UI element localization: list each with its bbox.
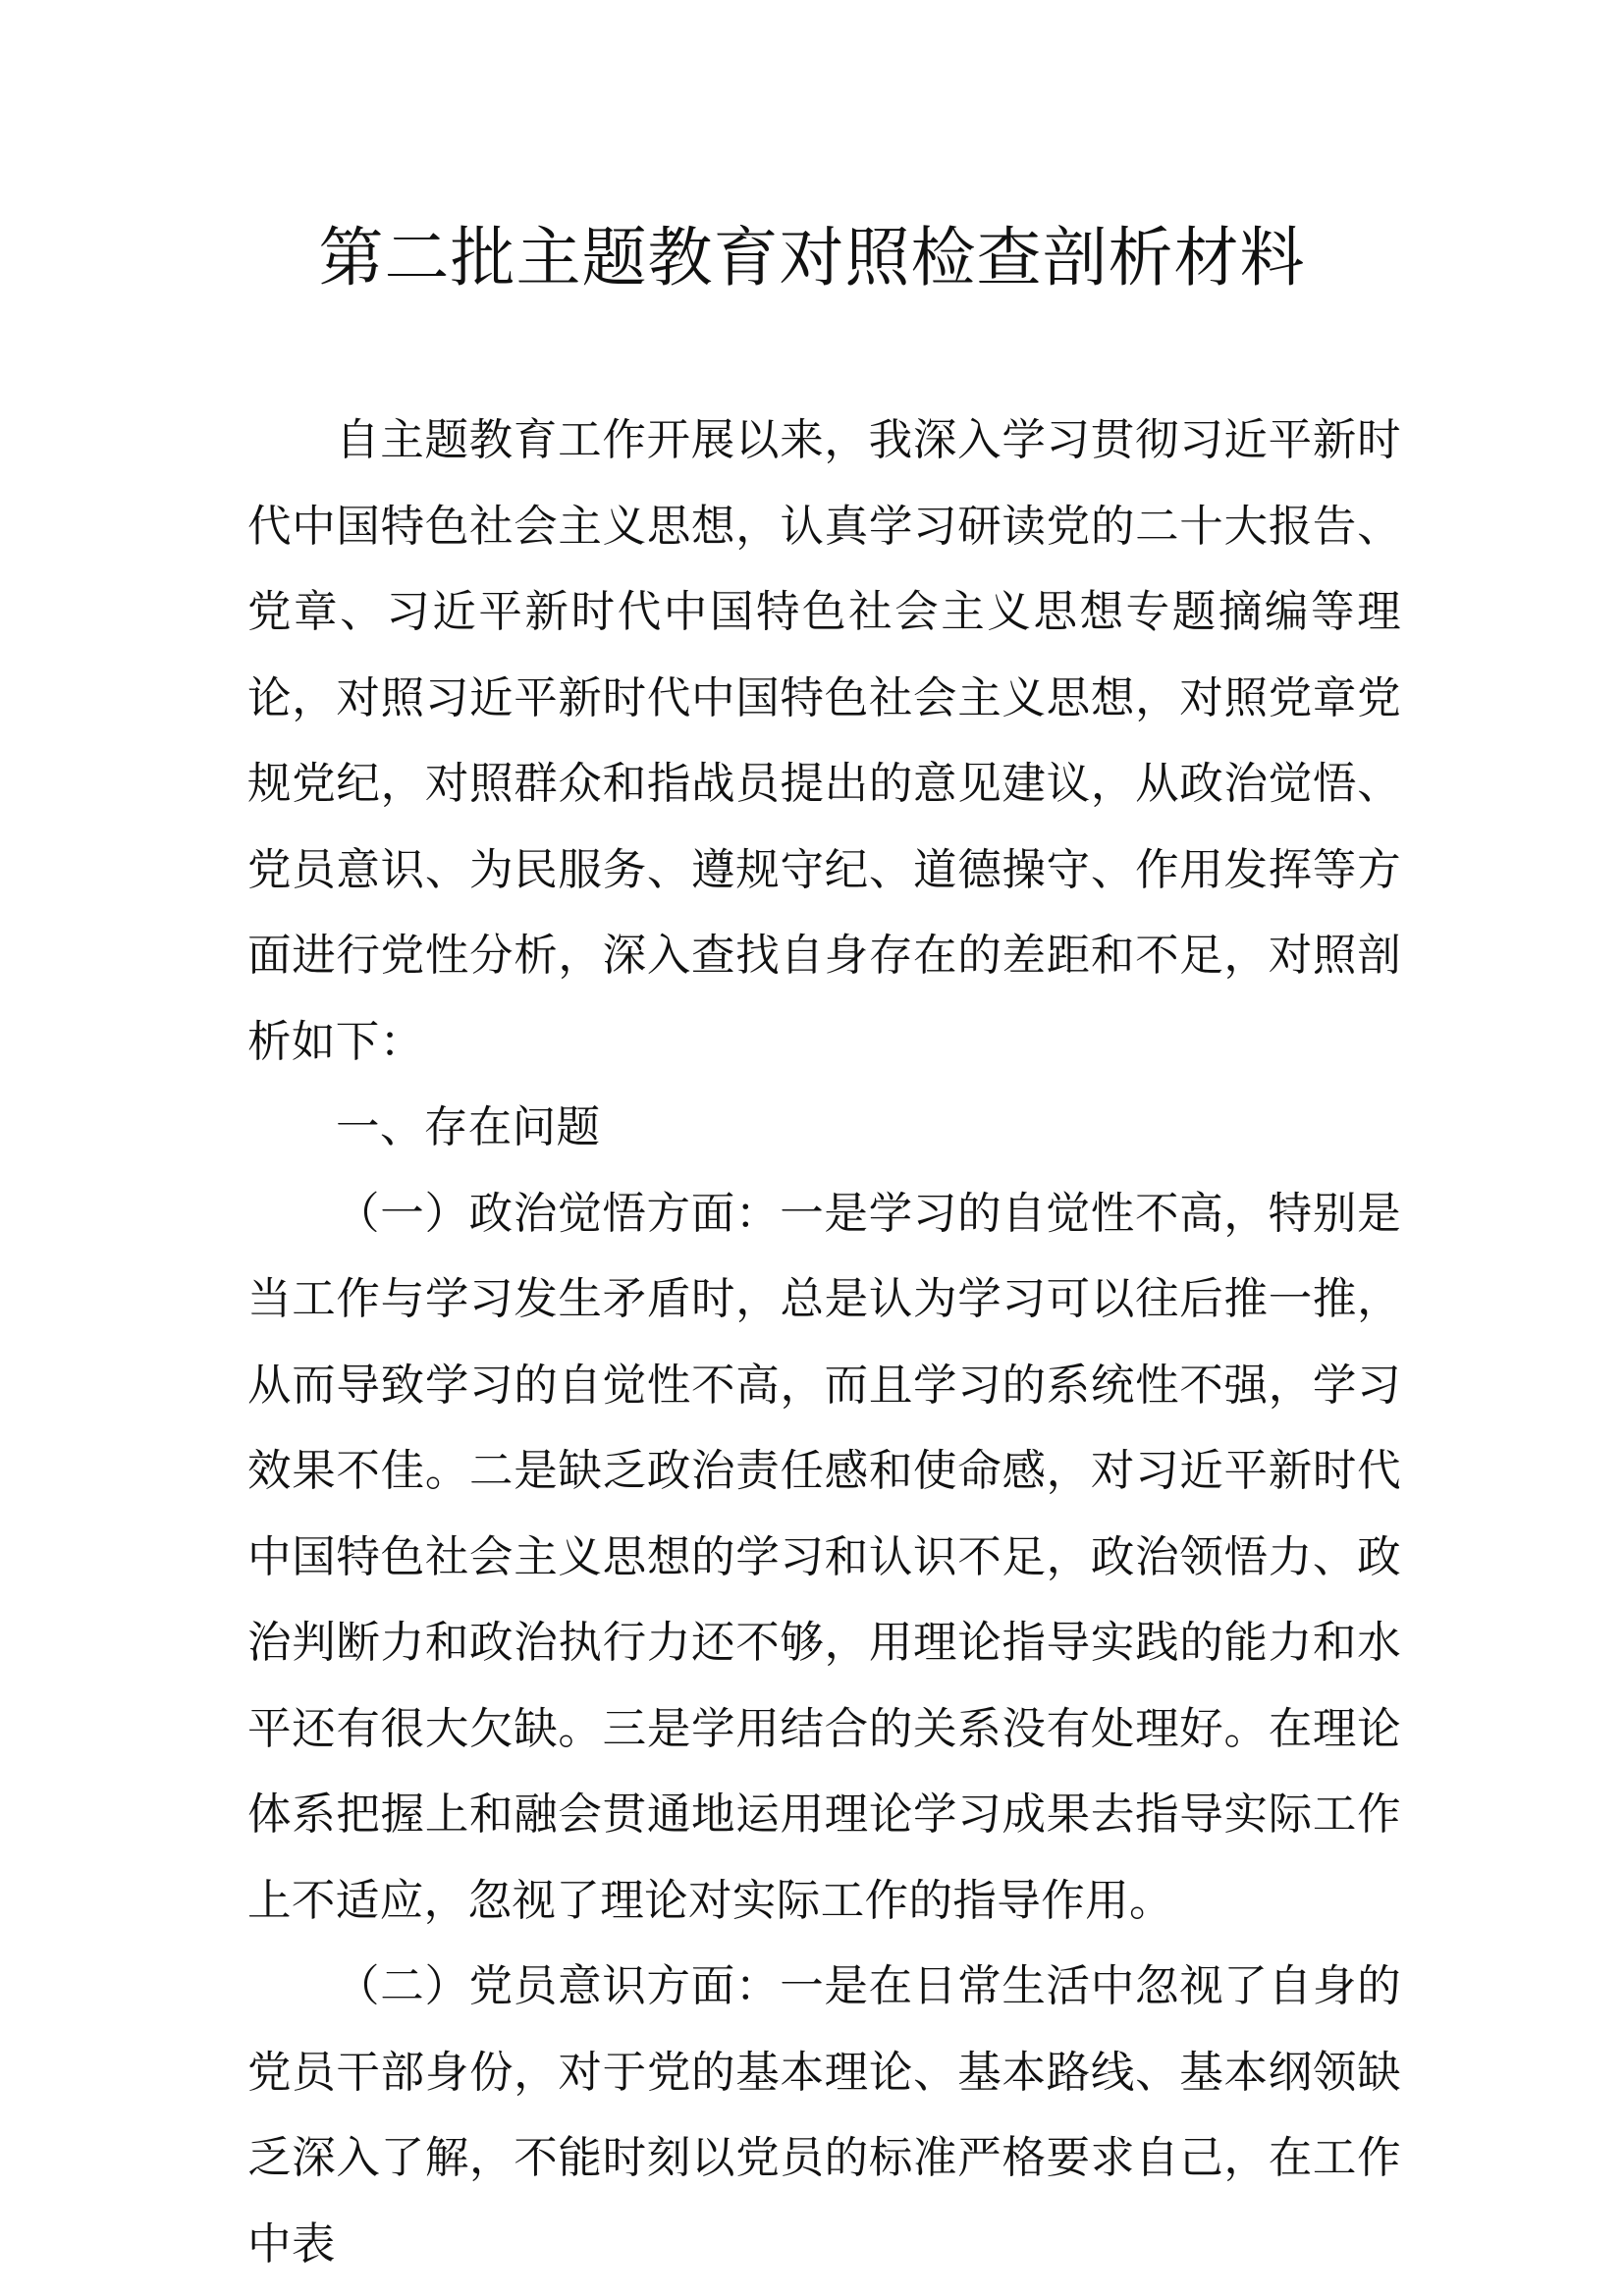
party-member-awareness-paragraph: （二）党员意识方面：一是在日常生活中忽视了自身的党员干部身份，对于党的基本理论、基本路线、基本纲领缺乏深入了解，不能时刻以党员的标准严格要求自己，在工作中表 bbox=[247, 1961, 1401, 2269]
document-body bbox=[247, 398, 1401, 2287]
political-awareness-paragraph: （一）政治觉悟方面：一是学习的自觉性不高，特别是当工作与学习发生矛盾时，总是认为学习可以往后推一推，从而导致学习的自觉性不高，而且学习的系统性不强，学习效果不佳。二是缺乏政治责任感和使命感，对习近平新时代中国特色社会主义思想的学习和认识不足，政治领悟力、政治判断力和政治执行力还不够，用理论指导实践的能力和水平还有很大欠缺。三是学用结合的关系没有处理好。在理论体系把握上和融会贯通地运用理论学习成果去指导实际工作上不适应，忽视了理论对实际工作的指导作用。 bbox=[247, 1188, 1401, 1926]
document-title: 第二批主题教育对照检查剖析材料 bbox=[318, 220, 1306, 295]
intro-paragraph: 自主题教育工作开展以来，我深入学习贯彻习近平新时代中国特色社会主义思想，认真学习研读党的二十大报告、党章、习近平新时代中国特色社会主义思想专题摘编等理论，对照习近平新时代中国特色社会主义思想，对照党章党规党纪，对照群众和指战员提出的意见建议，从政治觉悟、党员意识、为民服务、遵规守纪、道德操守、作用发挥等方面进行党性分析，深入查找自身存在的差距和不足，对照剖析如下： bbox=[247, 415, 1401, 1067]
section-heading-problems: 一、存在问题 bbox=[336, 1102, 601, 1152]
